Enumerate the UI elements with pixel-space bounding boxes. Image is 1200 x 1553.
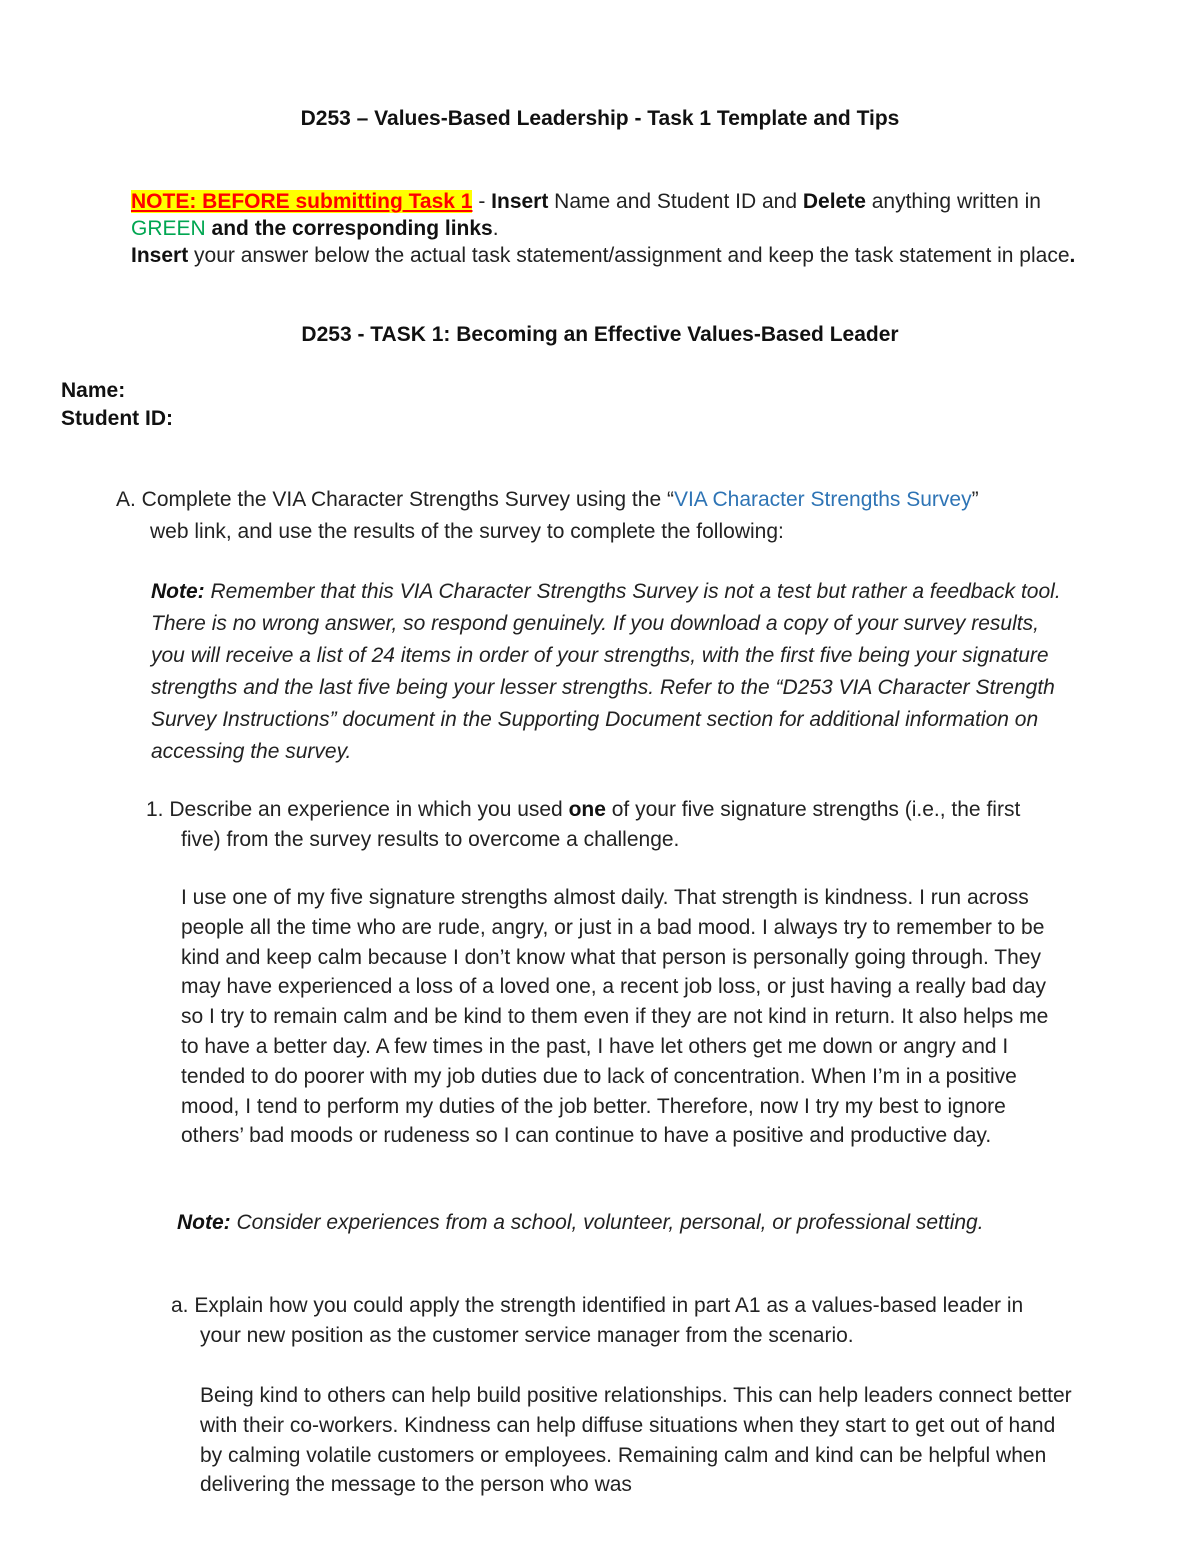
note-text-2: anything written in: [865, 190, 1041, 213]
answer-1: I use one of my five signature strengths almost daily. That strength is kindness. I run across people all the time who are rude, angry, or just in a bad mood. I always try to remember to be kind and keep calm because I don’t know what that person is personally going through. They may have experienced a loss of a loved one, a recent job loss, or just having a really bad day so I try to remain calm and be kind to them even if they are not kind in return. It also helps me to have a better day. A few times in the past, I have let others get me down or angry and I tended to do poorer with my job duties due to lack of concentration. When I’m in a positive mood, I tend to perform my duties of the job better. Therefore, now I try my best to ignore others’ bad moods or rudeness so I can continue to have a positive and productive day.: [181, 886, 1049, 1148]
submission-note: [131, 188, 1106, 269]
section-a-note: [151, 576, 1061, 768]
section-a-text-before: Complete the VIA Character Strengths Survey using the “: [135, 488, 674, 511]
note-a-text: Remember that this VIA Character Strengths Survey is not a test but rather a feedback tool. There is no wrong answer, so respond genuinely. If you download a copy of your survey results, you will receive a list of 24 items in order of your strengths, with the first five being your signature strengths and the last five being your lesser strengths. Refer to the “D253 VIA Character Strength Survey Instructions” document in the Supporting Document section for additional information on accessing the survey.: [151, 580, 1061, 763]
note-insert-bold: Insert: [491, 190, 549, 213]
note-text-4: your answer below the actual task statement/assignment and keep the task statement in place: [188, 244, 1070, 267]
q1-text-after: of your five signature strengths (i.e., the first five) from the survey results to overcome a challenge.: [181, 798, 1021, 851]
qa-marker: a.: [171, 1294, 189, 1317]
question-1-note: [177, 1208, 1087, 1238]
document-title: D253 – Values-Based Leadership - Task 1 Template and Tips: [300, 107, 900, 130]
question-1: [146, 795, 1046, 855]
student-info: [61, 377, 173, 433]
task-title: D253 - TASK 1: Becoming an Effective Values-Based Leader: [301, 323, 899, 346]
q1-text-before: Describe an experience in which you used: [163, 798, 569, 821]
note-text-1: Name and Student ID and: [548, 190, 803, 213]
section-a-text-after: ” web link, and use the results of the survey to complete the following:: [150, 488, 979, 543]
question-a: [171, 1291, 1061, 1351]
note-period: .: [492, 217, 499, 240]
note-highlight: NOTE: BEFORE submitting Task 1: [131, 190, 473, 213]
note-1-label: Note:: [177, 1211, 231, 1234]
qa-text: Explain how you could apply the strength identified in part A1 as a values-based leader in your new position as the customer service manager from the scenario.: [188, 1294, 1024, 1347]
note-insert-bold-2: Insert: [131, 244, 189, 267]
note-period-2: .: [1069, 244, 1076, 267]
note-text-3: and the corresponding links: [205, 217, 493, 240]
student-id-label: Student ID:: [61, 407, 173, 430]
note-delete-bold: Delete: [802, 190, 866, 213]
via-survey-link[interactable]: VIA Character Strengths Survey: [673, 488, 972, 511]
note-1-text: Consider experiences from a school, volunteer, personal, or professional setting.: [230, 1211, 984, 1234]
section-a-marker: A.: [116, 488, 136, 511]
name-label: Name:: [61, 379, 126, 402]
q1-bold-word: one: [568, 798, 606, 821]
note-dash: -: [472, 190, 492, 213]
q1-marker: 1.: [146, 798, 164, 821]
answer-a: Being kind to others can help build positive relationships. This can help leaders connect better with their co-workers. Kindness can help diffuse situations when they start to get out of hand by calming volatile customers or employees. Remaining calm and kind can be helpful when delivering the message to the person who was: [200, 1384, 1072, 1497]
section-a: [116, 484, 1016, 548]
note-green-word: GREEN: [131, 217, 206, 240]
note-a-label: Note:: [151, 580, 205, 603]
